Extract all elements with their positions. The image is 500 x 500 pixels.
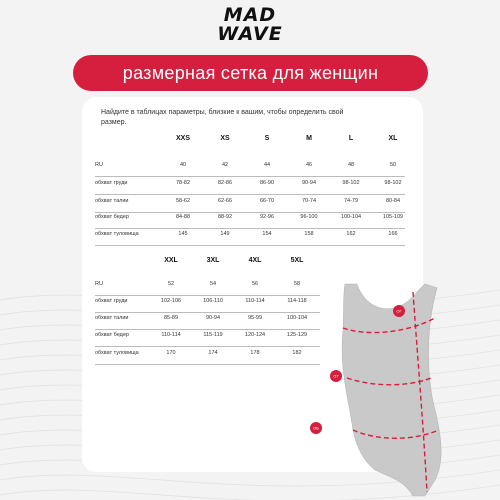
row-label: RU [95,281,103,287]
swimsuit-figure [295,270,495,500]
cell: 56 [251,281,259,287]
cell: 96-100 [300,214,318,220]
row-label: обхват туловища [95,231,139,237]
cell: 58-62 [175,198,191,204]
cell: 170 [166,350,176,356]
cell: 80-84 [385,198,401,204]
swimsuit-silhouette [342,284,441,496]
cell: 48 [347,162,355,168]
size-4xl: 4XL [248,257,262,264]
row-label: обхват талии [95,315,129,321]
banner-title: размерная сетка для женщин [122,62,379,83]
cell: 154 [262,231,272,237]
cell: 95-99 [247,315,263,321]
cell: 66-70 [259,198,275,204]
row-label: обхват бедер [95,214,129,220]
cell: 102-106 [160,298,182,304]
waist-marker-label: ОТ [333,373,339,379]
cell: 85-89 [163,315,179,321]
cell: 88-92 [217,214,233,220]
cell: 98-102 [342,180,360,186]
cell: 50 [389,162,397,168]
cell: 174 [208,350,218,356]
title-banner [73,55,428,91]
brand-logo [0,6,500,44]
cell: 46 [305,162,313,168]
cell: 70-74 [301,198,317,204]
cell: 162 [346,231,356,237]
cell: 90-94 [301,180,317,186]
cell: 166 [388,231,398,237]
cell: 114-118 [287,298,307,304]
table1-row-chest [95,180,415,186]
cell: 115-119 [203,332,223,338]
cell: 42 [221,162,229,168]
size-xs: XS [220,135,230,142]
row-label: обхват груди [95,180,128,186]
cell: 105-109 [382,214,404,220]
cell: 100-104 [340,214,362,220]
table2-row-chest [95,298,325,304]
size-xxl: XXL [164,257,178,264]
row-label: RU [95,162,103,168]
table1-header [95,135,415,142]
table2-row-hips [95,332,325,338]
table1-row-ru [95,162,415,168]
table2-row-ru [95,281,325,287]
cell: 82-86 [217,180,233,186]
cell: 84-88 [175,214,191,220]
row-label: обхват бедер [95,332,129,338]
cell: 62-66 [217,198,233,204]
table1-row-hips [95,214,415,220]
cell: 110-114 [245,298,265,304]
intro-text: Найдите в таблицах параметры, близкие к вашим, чтобы определить свой размер. [101,109,344,126]
row-label: обхват туловища [95,350,139,356]
row-label: обхват талии [95,198,129,204]
table2-header [95,257,325,264]
table1-row-torso [95,231,415,237]
hips-marker-label: ОБ [313,425,319,431]
brand-line-1: MAD [223,4,277,26]
table1-row-waist [95,198,415,204]
brand-line-2: WAVE [217,23,283,45]
cell: 90-94 [205,315,221,321]
table2-row-waist [95,315,325,321]
size-5xl: 5XL [290,257,304,264]
cell: 182 [292,350,302,356]
cell: 149 [220,231,230,237]
cell: 40 [179,162,187,168]
chest-marker-label: ОГ [396,308,402,314]
size-xxs: XXS [175,135,190,142]
table2-row-torso [95,350,325,356]
cell: 120-124 [244,332,266,338]
cell: 98-102 [384,180,402,186]
cell: 125-129 [286,332,308,338]
cell: 74-79 [343,198,359,204]
cell: 158 [304,231,314,237]
cell: 145 [178,231,188,237]
cell: 44 [263,162,271,168]
cell: 54 [209,281,217,287]
cell: 86-90 [259,180,275,186]
cell: 178 [250,350,260,356]
row-label: обхват груди [95,298,128,304]
size-s: S [264,135,270,142]
cell: 92-96 [259,214,275,220]
cell: 52 [167,281,175,287]
cell: 58 [293,281,301,287]
cell: 110-114 [161,332,181,338]
cell: 78-82 [175,180,191,186]
cell: 100-104 [286,315,308,321]
size-3xl: 3XL [206,257,220,264]
cell: 106-110 [203,298,223,304]
size-m: M [306,135,312,142]
size-xl: XL [388,135,398,142]
size-l: L [348,135,354,142]
